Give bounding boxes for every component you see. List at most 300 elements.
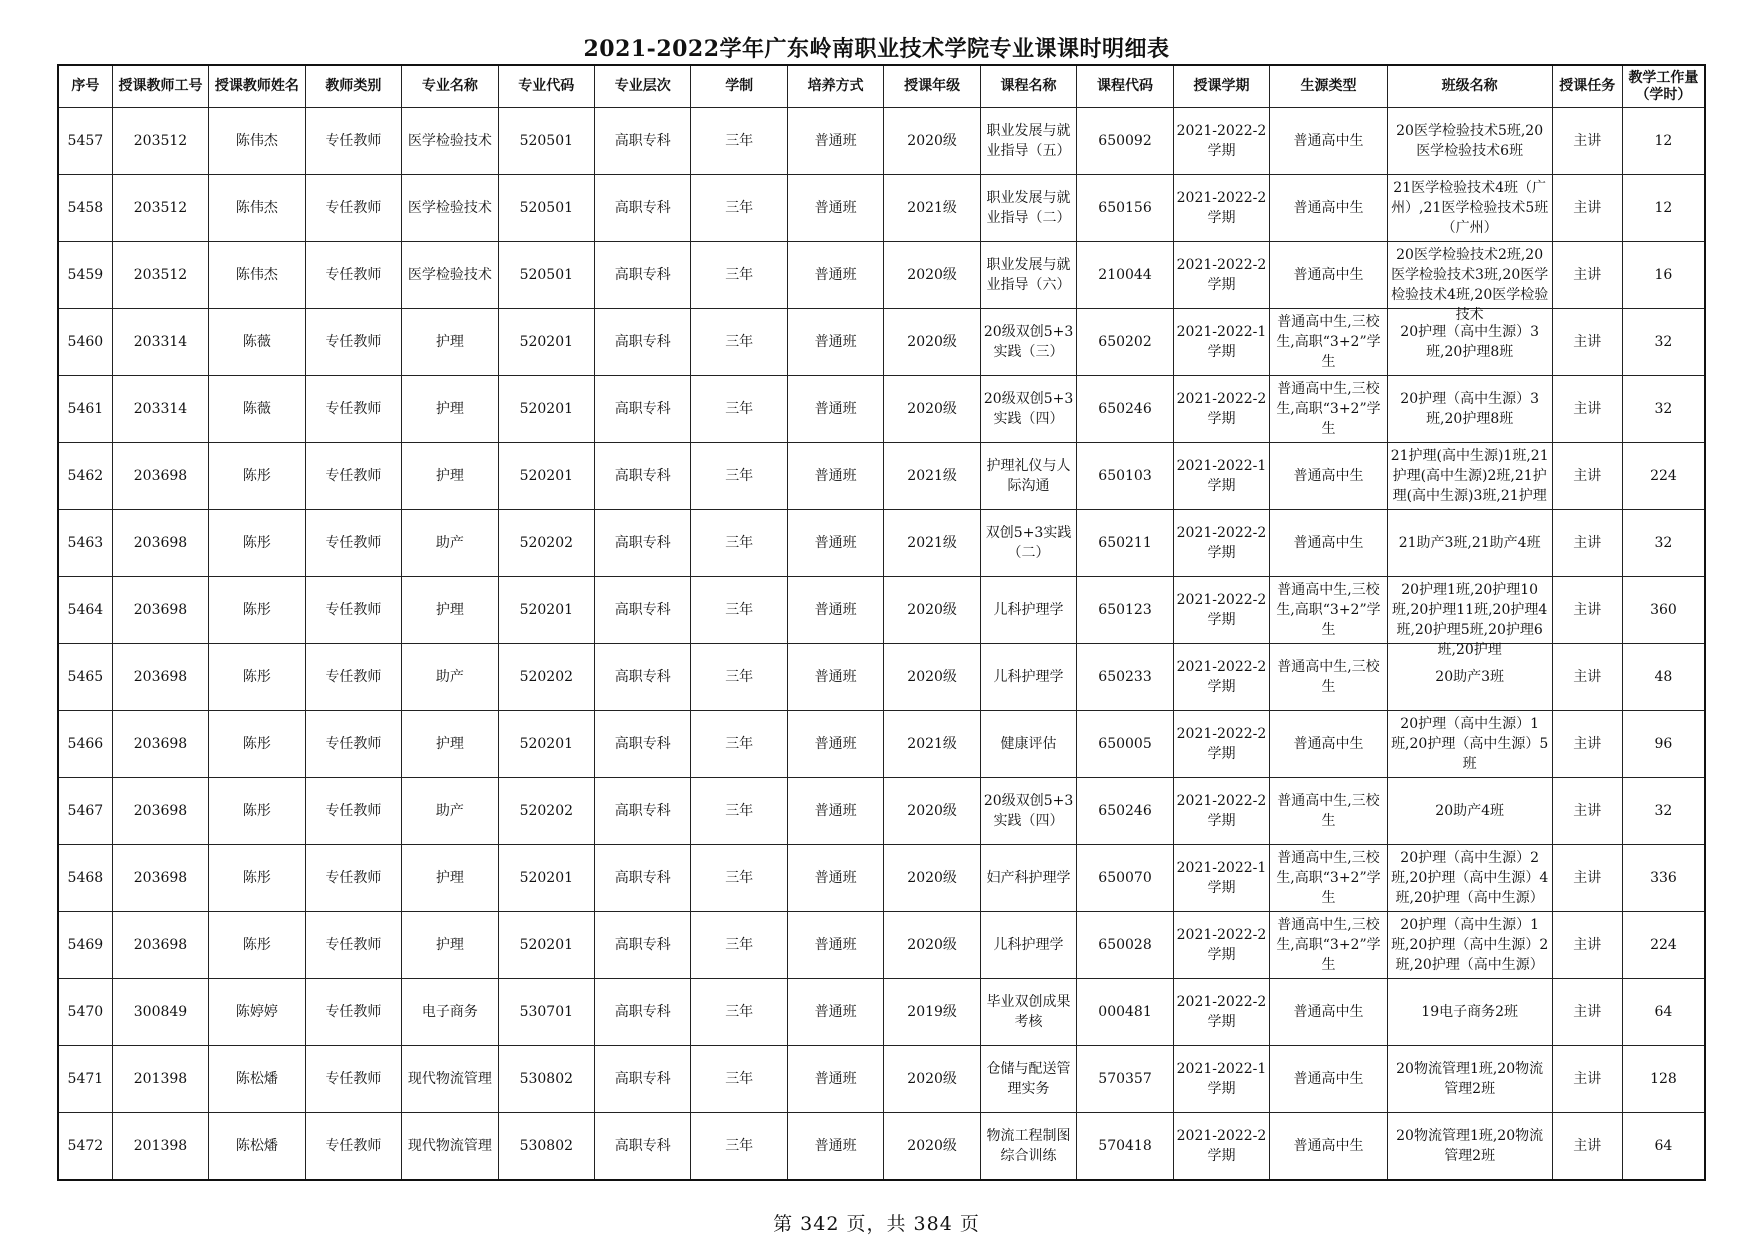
table-cell	[980, 175, 1076, 242]
cell-text: 5458	[67, 200, 104, 216]
table-cell	[498, 108, 594, 175]
table-cell	[691, 242, 787, 309]
cell-text: 三年	[725, 602, 754, 618]
table-cell	[498, 1113, 594, 1181]
cell-text: 520501	[519, 267, 574, 283]
cell-text: 高职专科	[614, 736, 671, 752]
table-row	[58, 242, 1705, 309]
cell-text: 高职专科	[614, 200, 671, 216]
cell-text: 现代物流管理	[407, 1071, 492, 1087]
cell-text: 203698	[133, 468, 188, 484]
cell-text: 普通班	[814, 535, 857, 551]
table-cell	[1387, 376, 1552, 443]
table-cell	[58, 376, 112, 443]
table-cell	[209, 979, 305, 1046]
cell-text: 2020级	[907, 267, 957, 283]
table-cell	[884, 309, 980, 376]
cell-text: 普通班	[814, 133, 857, 149]
cell-text: 三年	[725, 535, 754, 551]
table-cell	[1173, 309, 1269, 376]
column-header: 课程代码	[1077, 65, 1173, 108]
table-cell	[498, 711, 594, 778]
cell-text: 专任教师	[325, 870, 382, 886]
table-cell	[1077, 108, 1173, 175]
cell-text: 650070	[1098, 870, 1152, 886]
table-cell	[884, 108, 980, 175]
table-cell	[1552, 1046, 1622, 1113]
cell-text: 21护理(高中生源)1班,21护理(高中生源)2班,21护理(高中生源)3班,21护理	[1390, 448, 1549, 504]
table-cell	[884, 1113, 980, 1181]
table-cell	[1622, 644, 1705, 711]
column-header: 专业名称	[402, 65, 498, 108]
cell-text: 5467	[67, 803, 104, 819]
table-cell	[1552, 1113, 1622, 1181]
table-cell	[498, 510, 594, 577]
cell-text: 2021-2022-2学期	[1176, 525, 1267, 561]
table-cell	[1077, 309, 1173, 376]
cell-text: 物流工程制图综合训练	[986, 1128, 1071, 1164]
table-cell	[787, 376, 883, 443]
cell-text: 2021-2022-1学期	[1176, 1061, 1267, 1097]
table-cell	[1387, 1046, 1552, 1113]
column-header: 教师类别	[305, 65, 401, 108]
table-cell	[980, 242, 1076, 309]
table-cell	[1173, 510, 1269, 577]
table-cell	[691, 845, 787, 912]
table-cell	[498, 376, 594, 443]
table-cell	[1387, 108, 1552, 175]
cell-text: 专任教师	[325, 401, 382, 417]
cell-text: 2021-2022-2学期	[1176, 659, 1267, 695]
cell-text: 主讲	[1573, 1071, 1602, 1087]
table-cell	[1387, 1113, 1552, 1181]
table-cell	[402, 376, 498, 443]
cell-text: 5469	[67, 937, 104, 953]
cell-text: 主讲	[1573, 468, 1602, 484]
cell-text: 主讲	[1573, 736, 1602, 752]
cell-text: 高职专科	[614, 535, 671, 551]
cell-text: 203512	[133, 133, 188, 149]
cell-text: 203698	[133, 870, 188, 886]
table-cell	[402, 175, 498, 242]
cell-text: 高职专科	[614, 468, 671, 484]
table-cell	[1173, 443, 1269, 510]
column-header: 培养方式	[787, 65, 883, 108]
cell-text: 2021-2022-2学期	[1176, 793, 1267, 829]
table-cell	[1270, 1046, 1388, 1113]
cell-text: 普通班	[814, 937, 857, 953]
table-cell	[1077, 577, 1173, 644]
cell-text: 203698	[133, 535, 188, 551]
column-header: 教学工作量（学时）	[1622, 65, 1705, 108]
table-cell	[305, 443, 401, 510]
table-cell	[305, 309, 401, 376]
cell-text: 护理	[435, 468, 464, 484]
table-cell	[1077, 1046, 1173, 1113]
cell-text: 高职专科	[614, 937, 671, 953]
cell-text: 2021级	[907, 468, 957, 484]
cell-text: 专任教师	[325, 1071, 382, 1087]
table-cell	[112, 376, 208, 443]
table-cell	[498, 309, 594, 376]
cell-text: 650156	[1098, 200, 1152, 216]
cell-text: 520501	[519, 133, 574, 149]
cell-text: 520201	[519, 937, 574, 953]
column-header: 专业代码	[498, 65, 594, 108]
cell-text: 2021-2022-2学期	[1176, 190, 1267, 226]
cell-text: 5460	[67, 334, 104, 350]
table-row	[58, 175, 1705, 242]
cell-text: 高职专科	[614, 602, 671, 618]
cell-text: 专任教师	[325, 133, 382, 149]
cell-text: 2019级	[907, 1004, 957, 1020]
table-cell	[1077, 510, 1173, 577]
cell-text: 陈伟杰	[235, 133, 278, 149]
table-cell	[1622, 979, 1705, 1046]
cell-text: 三年	[725, 669, 754, 685]
cell-text: 主讲	[1573, 535, 1602, 551]
table-cell	[112, 979, 208, 1046]
table-cell	[209, 577, 305, 644]
cell-text: 2020级	[907, 937, 957, 953]
cell-text: 203512	[133, 267, 188, 283]
table-row	[58, 510, 1705, 577]
cell-text: 高职专科	[614, 401, 671, 417]
cell-text: 5465	[67, 669, 104, 685]
cell-text: 5472	[67, 1138, 104, 1154]
table-cell	[691, 1046, 787, 1113]
table-cell	[1077, 443, 1173, 510]
table-cell	[305, 242, 401, 309]
cell-text: 5470	[67, 1004, 104, 1020]
cell-text: 儿科护理学	[993, 937, 1064, 953]
table-cell	[787, 979, 883, 1046]
table-cell	[1270, 845, 1388, 912]
table-cell	[884, 376, 980, 443]
table-cell	[1387, 778, 1552, 845]
table-cell	[58, 912, 112, 979]
table-cell	[58, 443, 112, 510]
table-cell	[1077, 376, 1173, 443]
table-cell	[209, 242, 305, 309]
table-cell	[787, 577, 883, 644]
cell-text: 专任教师	[325, 334, 382, 350]
table-cell	[498, 912, 594, 979]
table-cell	[1173, 175, 1269, 242]
cell-text: 主讲	[1573, 401, 1602, 417]
cell-text: 203512	[133, 200, 188, 216]
cell-text: 20物流管理1班,20物流管理2班	[1396, 1128, 1544, 1164]
cell-text: 224	[1650, 468, 1677, 484]
table-cell	[402, 510, 498, 577]
cell-text: 203698	[133, 669, 188, 685]
table-cell	[1622, 1046, 1705, 1113]
cell-text: 主讲	[1573, 1138, 1602, 1154]
cell-text: 2020级	[907, 870, 957, 886]
cell-text: 2020级	[907, 669, 957, 685]
table-cell	[787, 443, 883, 510]
cell-text: 三年	[725, 133, 754, 149]
cell-text: 32	[1654, 334, 1673, 350]
table-row	[58, 108, 1705, 175]
column-header: 专业层次	[595, 65, 691, 108]
cell-text: 陈彤	[242, 602, 271, 618]
cell-text: 陈薇	[242, 334, 271, 350]
table-cell	[305, 376, 401, 443]
cell-text: 2021-2022-2学期	[1176, 1128, 1267, 1164]
cell-text: 陈彤	[242, 803, 271, 819]
cell-text: 三年	[725, 401, 754, 417]
table-cell	[209, 510, 305, 577]
cell-text: 主讲	[1573, 200, 1602, 216]
cell-text: 20护理1班,20护理10班,20护理11班,20护理4班,20护理5班,20护理6班,20护理	[1392, 582, 1548, 658]
cell-text: 高职专科	[614, 870, 671, 886]
cell-text: 12	[1654, 133, 1673, 149]
table-cell	[884, 845, 980, 912]
cell-text: 201398	[133, 1071, 188, 1087]
cell-text: 21医学检验技术4班（广州）,21医学检验技术5班（广州）	[1391, 180, 1549, 236]
table-cell	[209, 376, 305, 443]
cell-text: 陈彤	[242, 736, 271, 752]
cell-text: 医学检验技术	[407, 267, 492, 283]
cell-text: 仓储与配送管理实务	[986, 1061, 1071, 1097]
table-cell	[112, 1046, 208, 1113]
cell-text: 336	[1650, 870, 1677, 886]
cell-text: 三年	[725, 937, 754, 953]
column-header: 课程名称	[980, 65, 1076, 108]
cell-text: 203698	[133, 937, 188, 953]
table-cell	[498, 242, 594, 309]
column-header: 授课学期	[1173, 65, 1269, 108]
cell-text: 助产	[435, 669, 464, 685]
cell-text: 陈松燔	[235, 1138, 278, 1154]
table-cell	[595, 510, 691, 577]
table-cell	[1552, 778, 1622, 845]
table-cell	[498, 644, 594, 711]
table-cell	[1173, 979, 1269, 1046]
column-header: 生源类型	[1270, 65, 1388, 108]
cell-text: 32	[1654, 401, 1673, 417]
cell-text: 64	[1654, 1138, 1673, 1154]
cell-text: 双创5+3实践（二）	[985, 525, 1072, 561]
table-cell	[1552, 242, 1622, 309]
cell-text: 20助产3班	[1435, 669, 1505, 685]
cell-text: 2020级	[907, 334, 957, 350]
table-cell	[1270, 577, 1388, 644]
cell-text: 48	[1654, 669, 1673, 685]
table-cell	[1077, 979, 1173, 1046]
table-cell	[595, 1046, 691, 1113]
table-cell	[787, 309, 883, 376]
table-cell	[1552, 108, 1622, 175]
table-cell	[884, 644, 980, 711]
cell-text: 高职专科	[614, 1071, 671, 1087]
table-cell	[787, 108, 883, 175]
cell-text: 2020级	[907, 1138, 957, 1154]
table-cell	[1077, 175, 1173, 242]
cell-text: 助产	[435, 803, 464, 819]
table-cell	[305, 577, 401, 644]
table-cell	[980, 1046, 1076, 1113]
cell-text: 普通班	[814, 401, 857, 417]
table-row	[58, 711, 1705, 778]
cell-text: 陈彤	[242, 468, 271, 484]
table-cell	[980, 443, 1076, 510]
cell-text: 2021-2022-2学期	[1176, 123, 1267, 159]
cell-text: 96	[1654, 736, 1673, 752]
cell-text: 普通班	[814, 870, 857, 886]
cell-text: 300849	[133, 1004, 188, 1020]
cell-text: 20医学检验技术5班,20医学检验技术6班	[1396, 123, 1544, 159]
table-cell	[1552, 711, 1622, 778]
cell-text: 16	[1654, 267, 1673, 283]
table-cell	[787, 778, 883, 845]
cell-text: 专任教师	[325, 1138, 382, 1154]
cell-text: 普通高中生,三校生,高职“3+2”学生	[1276, 381, 1381, 437]
table-cell	[305, 912, 401, 979]
cell-text: 64	[1654, 1004, 1673, 1020]
column-header: 班级名称	[1387, 65, 1552, 108]
cell-text: 520202	[519, 669, 574, 685]
cell-text: 2021级	[907, 535, 957, 551]
table-row	[58, 979, 1705, 1046]
table-cell	[884, 979, 980, 1046]
header-row	[58, 65, 1705, 108]
table-cell	[884, 711, 980, 778]
table-cell	[691, 443, 787, 510]
cell-text: 203698	[133, 803, 188, 819]
cell-text: 普通高中生	[1293, 1004, 1364, 1020]
column-header: 学制	[691, 65, 787, 108]
cell-text: 专任教师	[325, 602, 382, 618]
table-cell	[402, 309, 498, 376]
table-cell	[787, 510, 883, 577]
cell-text: 护理礼仪与人际沟通	[986, 458, 1071, 494]
cell-text: 专任教师	[325, 267, 382, 283]
table-cell	[1552, 443, 1622, 510]
table-cell	[305, 979, 401, 1046]
cell-text: 电子商务	[421, 1004, 478, 1020]
cell-text: 5462	[67, 468, 104, 484]
table-cell	[1387, 175, 1552, 242]
table-cell	[58, 577, 112, 644]
table-cell	[787, 1113, 883, 1181]
table-cell	[1387, 912, 1552, 979]
cell-text: 三年	[725, 803, 754, 819]
cell-text: 三年	[725, 1071, 754, 1087]
cell-text: 普通高中生,三校生	[1277, 793, 1380, 829]
cell-text: 普通班	[814, 1138, 857, 1154]
table-cell	[305, 778, 401, 845]
cell-text: 专任教师	[325, 535, 382, 551]
table-row	[58, 845, 1705, 912]
table-cell	[691, 309, 787, 376]
cell-text: 护理	[435, 870, 464, 886]
table-cell	[787, 242, 883, 309]
table-cell	[498, 1046, 594, 1113]
table-cell	[58, 309, 112, 376]
table-cell	[884, 175, 980, 242]
column-header: 序号	[58, 65, 112, 108]
cell-text: 三年	[725, 1004, 754, 1020]
table-cell	[209, 778, 305, 845]
table-cell	[691, 644, 787, 711]
table-cell	[1552, 644, 1622, 711]
table-cell	[209, 175, 305, 242]
cell-text: 陈薇	[242, 401, 271, 417]
cell-text: 高职专科	[614, 267, 671, 283]
cell-text: 主讲	[1573, 870, 1602, 886]
cell-text: 专任教师	[325, 1004, 382, 1020]
cell-text: 5468	[67, 870, 104, 886]
cell-text: 三年	[725, 1138, 754, 1154]
cell-text: 高职专科	[614, 334, 671, 350]
cell-text: 000481	[1098, 1004, 1152, 1020]
cell-text: 19电子商务2班	[1421, 1004, 1519, 1020]
cell-text: 20级双创5+3实践（四）	[983, 391, 1074, 427]
table-cell	[305, 1113, 401, 1181]
table-cell	[787, 175, 883, 242]
cell-text: 主讲	[1573, 937, 1602, 953]
table-row	[58, 778, 1705, 845]
cell-text: 三年	[725, 200, 754, 216]
table-cell	[1387, 711, 1552, 778]
table-cell	[595, 979, 691, 1046]
table-cell	[787, 845, 883, 912]
cell-text: 普通高中生	[1293, 736, 1364, 752]
table-cell	[884, 577, 980, 644]
table-cell	[58, 711, 112, 778]
table-cell	[980, 912, 1076, 979]
table-cell	[1552, 510, 1622, 577]
table-cell	[112, 912, 208, 979]
cell-text: 650092	[1098, 133, 1152, 149]
table-cell	[595, 644, 691, 711]
cell-text: 健康评估	[1000, 736, 1057, 752]
table-cell	[980, 510, 1076, 577]
table-cell	[1270, 912, 1388, 979]
table-cell	[1622, 577, 1705, 644]
cell-text: 普通高中生	[1293, 133, 1364, 149]
cell-text: 普通高中生	[1293, 1071, 1364, 1087]
cell-text: 三年	[725, 736, 754, 752]
table-cell	[58, 175, 112, 242]
table-cell	[1622, 912, 1705, 979]
table-cell	[691, 175, 787, 242]
cell-text: 520201	[519, 602, 574, 618]
cell-text: 普通高中生,三校生,高职“3+2”学生	[1276, 582, 1381, 638]
cell-text: 陈彤	[242, 870, 271, 886]
cell-text: 三年	[725, 468, 754, 484]
cell-text: 妇产科护理学	[986, 870, 1071, 886]
table-cell	[884, 912, 980, 979]
cell-text: 128	[1650, 1071, 1677, 1087]
table-cell	[209, 1046, 305, 1113]
cell-text: 32	[1654, 535, 1673, 551]
table-cell	[595, 912, 691, 979]
table-cell	[1552, 309, 1622, 376]
cell-text: 20护理（高中生源）1班,20护理（高中生源）2班,20护理（高中生源）	[1391, 917, 1549, 973]
table-cell	[980, 1113, 1076, 1181]
table-cell	[112, 644, 208, 711]
cell-text: 职业发展与就业指导（五）	[986, 123, 1071, 159]
cell-text: 普通高中生,三校生	[1277, 659, 1380, 695]
table-cell	[1622, 845, 1705, 912]
table-row	[58, 577, 1705, 644]
cell-text: 20助产4班	[1435, 803, 1505, 819]
table-cell	[402, 1113, 498, 1181]
table-cell	[1077, 778, 1173, 845]
